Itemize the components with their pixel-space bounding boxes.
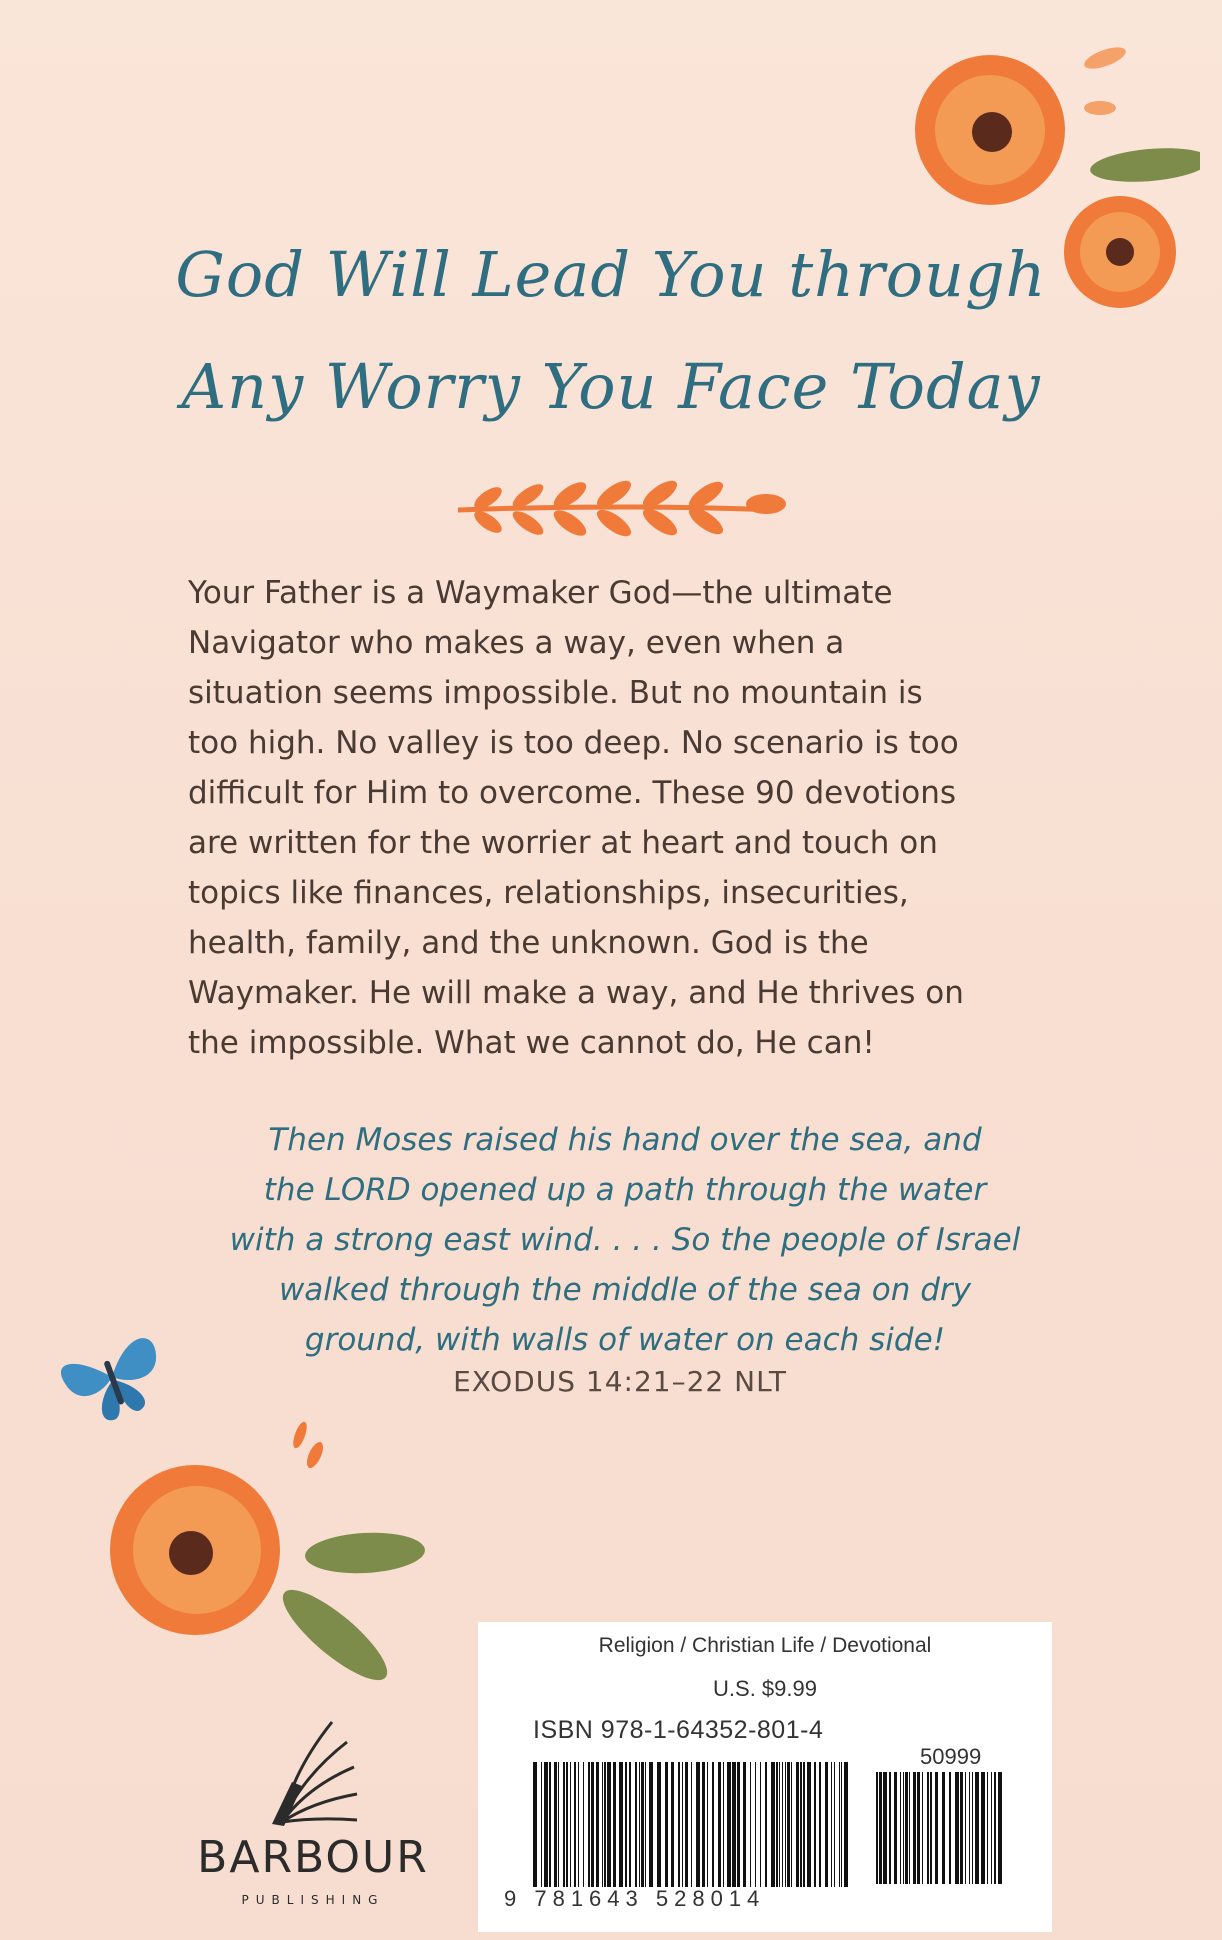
bisac-category: Religion / Christian Life / Devotional	[598, 1634, 932, 1657]
verse-line: with a strong east wind. . . . So the people of Israel	[229, 1222, 1021, 1258]
barbour-logo-icon	[262, 1712, 362, 1832]
scripture-quote	[150, 1115, 1100, 1365]
scripture-reference: EXODUS 14:21–22 NLT	[453, 1365, 787, 1398]
retail-price: U.S. $9.99	[713, 1676, 817, 1701]
description-line: difficult for Him to overcome. These 90 devotions	[188, 775, 957, 811]
price-addon-barcode	[876, 1772, 1006, 1884]
petal-accent	[1082, 43, 1129, 73]
description-line: situation seems impossible. But no mountain is	[188, 675, 923, 711]
publisher-subtitle: PUBLISHING	[241, 1893, 385, 1907]
leaf-shape	[272, 1577, 399, 1692]
verse-line: the LORD opened up a path through the water	[263, 1172, 987, 1208]
cover-headline-line-2: Any Worry You Face Today	[181, 350, 1041, 423]
price-code: 50999	[920, 1744, 982, 1769]
description-line: Waymaker. He will make a way, and He thrives on	[188, 975, 964, 1011]
book-description	[188, 568, 1058, 1068]
petal-accent	[1084, 101, 1116, 115]
description-line: are written for the worrier at heart and touch on	[188, 825, 938, 861]
description-line: Navigator who makes a way, even when a	[188, 625, 845, 661]
verse-line: walked through the middle of the sea on dry	[278, 1272, 972, 1308]
ean-barcode	[533, 1762, 853, 1887]
cover-headline-line-1: God Will Lead You through	[175, 238, 1047, 311]
verse-line: Then Moses raised his hand over the sea, and	[268, 1122, 982, 1158]
isbn-number: ISBN 978-1-64352-801-4	[533, 1716, 824, 1744]
leaf-divider-ornament	[448, 480, 788, 540]
description-line: the impossible. What we cannot do, He can!	[188, 1025, 875, 1061]
leaf-shape	[304, 1530, 426, 1576]
orange-flower	[915, 55, 1065, 205]
description-line: health, family, and the unknown. God is the	[188, 925, 869, 961]
orange-flower	[110, 1465, 280, 1635]
publisher-name: BARBOUR	[197, 1832, 429, 1883]
description-line: Your Father is a Waymaker God—the ultimate	[188, 575, 893, 611]
ean-digits: 9 781643 528014	[504, 1886, 766, 1911]
barcode-label	[478, 1622, 1052, 1932]
flower-cluster-bottom-left	[105, 1405, 465, 1695]
verse-line: ground, with walls of water on each side!	[304, 1322, 946, 1358]
description-line: topics like finances, relationships, insecurities,	[188, 875, 909, 911]
leaf-shape	[1089, 144, 1200, 186]
description-line: too high. No valley is too deep. No scenario is too	[188, 725, 959, 761]
